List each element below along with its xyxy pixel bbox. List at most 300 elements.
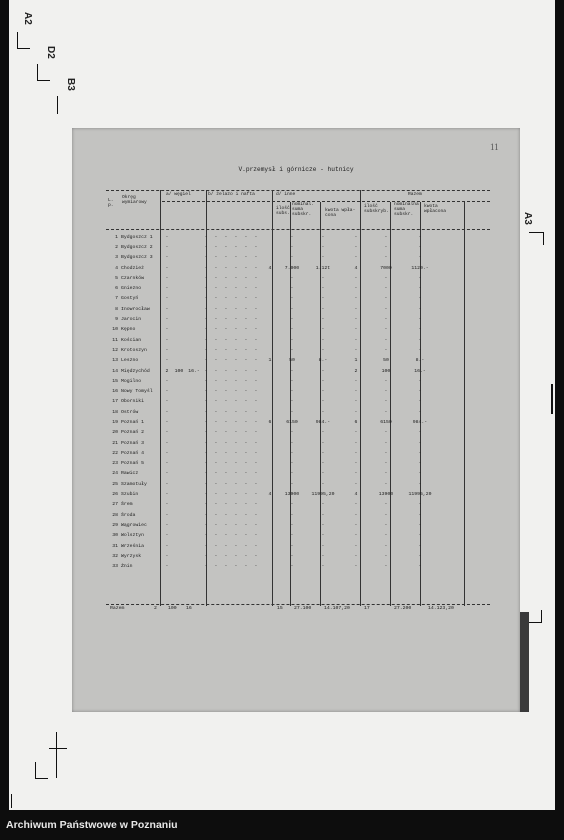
cell-b: - (244, 389, 248, 395)
cell-b: - (244, 419, 248, 425)
cell-a3 (187, 345, 201, 355)
cell-a2 (171, 273, 187, 283)
cell-a2 (171, 242, 187, 252)
cell-no: 11 (112, 337, 118, 343)
cell-a1: - (165, 419, 169, 425)
cell-b: - (214, 481, 218, 487)
cell-a1: 2 (165, 368, 169, 374)
table-row (106, 366, 439, 376)
cell-a3 (187, 520, 201, 530)
cell-r3: - (418, 553, 422, 559)
crop-tick (49, 748, 67, 749)
header-d-nominalna: nominal. suma subskr. (292, 202, 315, 217)
cell-b: - (254, 512, 258, 518)
cell-r3: - (418, 389, 422, 395)
cell-b: - (244, 286, 248, 292)
cell-r2: 100 (381, 368, 391, 374)
cell-d3: - (321, 502, 325, 508)
cell-b: - (254, 461, 258, 467)
cell-b: - (204, 419, 208, 425)
cell-a1: - (165, 461, 169, 467)
cell-d2: - (290, 389, 294, 395)
cell-r3: - (418, 399, 422, 405)
table-row (106, 448, 439, 458)
cell-r2: 7000 (380, 265, 392, 271)
header-rule-top (106, 190, 490, 191)
cell-d3: - (321, 317, 325, 323)
cell-d2: - (290, 440, 294, 446)
cell-name: Wolsztyn (121, 533, 145, 539)
cell-no: 8 (115, 306, 118, 312)
cell-a3 (187, 335, 201, 345)
cell-name: Bydgoszcz 2 (121, 244, 153, 250)
cell-r1: - (354, 502, 358, 508)
cell-a2 (171, 531, 187, 541)
cell-b: - (244, 461, 248, 467)
cell-d1 (261, 232, 279, 242)
crop-bracket-a3 (529, 232, 544, 245)
cell-b: - (214, 419, 218, 425)
cell-d2: - (290, 347, 294, 353)
cell-a2 (171, 356, 187, 366)
cell-b: - (254, 430, 258, 436)
cell-b: - (234, 265, 238, 271)
page-number: 11 (490, 142, 499, 152)
cell-d3: - (321, 409, 325, 415)
cell-b: - (234, 286, 238, 292)
cell-d3: 984.- (315, 419, 331, 425)
cell-a2 (171, 428, 187, 438)
cell-b: - (254, 543, 258, 549)
archive-footer (0, 810, 564, 840)
cell-b: - (254, 502, 258, 508)
cell-r1: - (354, 296, 358, 302)
cell-b: - (244, 481, 248, 487)
cell-d3: 1.12t (315, 265, 331, 271)
cell-name: Poznań 1 (121, 419, 145, 425)
total-a2: 100 (168, 606, 177, 611)
cell-b: - (214, 337, 218, 343)
cell-r2: - (384, 234, 388, 240)
cell-r2: - (384, 337, 388, 343)
cell-b: - (214, 327, 218, 333)
cell-b: - (234, 317, 238, 323)
cell-b: - (214, 409, 218, 415)
cell-d3: - (321, 522, 325, 528)
cell-no: 31 (112, 543, 118, 549)
cell-r1: - (354, 286, 358, 292)
cell-r2: - (384, 399, 388, 405)
cell-b: - (214, 399, 218, 405)
table-row (106, 386, 439, 396)
cell-a3 (187, 253, 201, 263)
cell-d3: - (321, 564, 325, 570)
cell-b: - (224, 512, 228, 518)
table-row (106, 335, 439, 345)
cell-r2: - (384, 564, 388, 570)
cell-no: 14 (112, 368, 118, 374)
cell-a2 (171, 376, 187, 386)
cell-name: Gniezno (121, 286, 142, 292)
cell-name: Mogilno (121, 378, 142, 384)
cell-b: - (234, 244, 238, 250)
cell-d3: - (321, 306, 325, 312)
cell-no: 3 (115, 255, 118, 261)
cell-name: Poznań 3 (121, 440, 145, 446)
cell-b: - (214, 492, 218, 498)
cell-r1: - (354, 430, 358, 436)
cell-no: 6 (115, 286, 118, 292)
cell-d3: - (321, 368, 325, 374)
cell-name: Śrem (121, 502, 133, 508)
cell-b: - (214, 512, 218, 518)
cell-r3: - (418, 337, 422, 343)
cell-d1: 4 (268, 492, 272, 498)
table-row (106, 345, 439, 355)
cell-b: - (214, 317, 218, 323)
cell-a1: - (165, 317, 169, 323)
cell-r3: - (418, 409, 422, 415)
cell-name: Oborniki (121, 399, 145, 405)
cell-r1: - (354, 275, 358, 281)
cell-b: - (214, 286, 218, 292)
cell-b: - (244, 409, 248, 415)
cell-b: - (254, 265, 258, 271)
cell-a2 (171, 263, 187, 273)
cell-d2: - (290, 327, 294, 333)
cell-b: - (244, 533, 248, 539)
cell-no: 18 (112, 409, 118, 415)
cell-name: Wągrowiec (121, 522, 147, 528)
cell-r1: 2 (354, 368, 358, 374)
cell-a3 (187, 459, 201, 469)
cell-d3: - (321, 286, 325, 292)
total-r2: 27.200 (394, 606, 412, 611)
cell-b: - (254, 409, 258, 415)
cell-b: - (234, 492, 238, 498)
cell-a3 (187, 325, 201, 335)
cell-b: - (244, 378, 248, 384)
cell-d1 (261, 242, 279, 252)
cell-d1 (261, 520, 279, 530)
cell-b: - (244, 255, 248, 261)
cell-b: - (204, 502, 208, 508)
cell-d3: 8.- (318, 358, 328, 364)
cell-a3 (187, 551, 201, 561)
cell-name: Krotoszyn (121, 347, 147, 353)
cell-b: - (214, 234, 218, 240)
cell-a2 (171, 283, 187, 293)
cell-no: 4 (115, 265, 118, 271)
cell-b: - (254, 481, 258, 487)
cell-no: 24 (112, 471, 118, 477)
total-r3: 14.123,20 (428, 606, 454, 611)
cell-b: - (244, 265, 248, 271)
cell-a2 (171, 294, 187, 304)
margin-mark-a3: A3 (522, 212, 533, 225)
cell-r2: - (384, 481, 388, 487)
cell-a1: - (165, 409, 169, 415)
cell-b: - (214, 543, 218, 549)
cell-b: - (204, 368, 208, 374)
cell-d2: - (290, 553, 294, 559)
cell-r2: - (384, 430, 388, 436)
cell-a3 (187, 242, 201, 252)
cell-b: - (204, 347, 208, 353)
table-row (106, 407, 439, 417)
cell-a1: - (165, 286, 169, 292)
header-a: a/ węgiel (166, 192, 191, 197)
cell-b: - (224, 543, 228, 549)
cell-r3: 16.- (414, 368, 426, 374)
cell-b: - (234, 533, 238, 539)
cell-d2: - (290, 450, 294, 456)
cell-b: - (254, 255, 258, 261)
cell-b: - (244, 317, 248, 323)
cell-b: - (214, 296, 218, 302)
total-d3: 14.107,20 (324, 606, 350, 611)
cell-a3 (187, 397, 201, 407)
cell-b: - (244, 543, 248, 549)
cell-b: - (234, 234, 238, 240)
cell-r3: - (418, 296, 422, 302)
cell-no: 1 (115, 234, 118, 240)
cell-b: - (224, 358, 228, 364)
cell-b: - (234, 327, 238, 333)
cell-a1: - (165, 296, 169, 302)
cell-b: - (214, 440, 218, 446)
cell-b: - (254, 368, 258, 374)
cell-name: Jarocin (121, 317, 142, 323)
cell-a3 (187, 500, 201, 510)
cell-d2: - (290, 471, 294, 477)
cell-b: - (244, 234, 248, 240)
cell-d1 (261, 551, 279, 561)
scanned-sheet (9, 0, 555, 810)
cell-a2 (171, 304, 187, 314)
cell-a3 (187, 386, 201, 396)
margin-mark-d2: D2 (45, 46, 56, 59)
cell-d1 (261, 428, 279, 438)
cell-r3: - (418, 244, 422, 250)
cell-r2: - (384, 461, 388, 467)
cell-b: - (204, 389, 208, 395)
cell-no: 2 (115, 244, 118, 250)
cell-b: - (234, 255, 238, 261)
cell-r3: - (418, 481, 422, 487)
cell-r1: - (354, 512, 358, 518)
cell-a1: - (165, 553, 169, 559)
cell-r2: - (384, 296, 388, 302)
cell-r2: - (384, 522, 388, 528)
margin-mark-b3: B3 (65, 78, 76, 91)
table-row (106, 263, 439, 273)
cell-b: - (224, 492, 228, 498)
cell-d2: - (290, 317, 294, 323)
cell-r2: - (384, 502, 388, 508)
cell-a2 (171, 417, 187, 427)
cell-d3: - (321, 389, 325, 395)
cell-b: - (254, 296, 258, 302)
cell-b: - (214, 471, 218, 477)
cell-no: 22 (112, 450, 118, 456)
cell-b: - (234, 440, 238, 446)
cell-a2 (171, 562, 187, 572)
cell-r3: - (418, 327, 422, 333)
cell-d3: - (321, 399, 325, 405)
cell-d3: 11995,20 (311, 492, 335, 498)
cell-d2: 7.000 (284, 265, 300, 271)
cell-r3: - (418, 522, 422, 528)
cell-b: - (214, 533, 218, 539)
cell-r1: - (354, 389, 358, 395)
cell-r1: - (354, 317, 358, 323)
cell-a3 (187, 232, 201, 242)
table-row (106, 253, 439, 263)
cell-a2 (171, 448, 187, 458)
cell-b: - (224, 430, 228, 436)
cell-b: - (224, 389, 228, 395)
total-a3: 16 (186, 606, 192, 611)
cell-b: - (204, 440, 208, 446)
table-row (106, 325, 439, 335)
cell-r3: - (418, 471, 422, 477)
cell-a1: - (165, 255, 169, 261)
cell-r2: - (384, 244, 388, 250)
cell-r2: 50 (383, 358, 389, 364)
cell-b: - (254, 317, 258, 323)
cell-d3: - (321, 275, 325, 281)
cell-r1: - (354, 337, 358, 343)
cell-b: - (224, 347, 228, 353)
cell-d1 (261, 294, 279, 304)
cell-d2: - (290, 533, 294, 539)
cell-b: - (214, 461, 218, 467)
cell-b: - (224, 378, 228, 384)
cell-a1: - (165, 347, 169, 353)
cell-r2: 6150 (380, 419, 392, 425)
cell-b: - (244, 440, 248, 446)
cell-a2 (171, 520, 187, 530)
cell-b: - (254, 533, 258, 539)
table-row (106, 489, 439, 499)
table-row (106, 438, 439, 448)
cell-b: - (244, 553, 248, 559)
cell-d2: - (290, 481, 294, 487)
cell-d2: 13900 (284, 492, 300, 498)
cell-b: - (204, 522, 208, 528)
cell-b: - (244, 450, 248, 456)
table-row (106, 520, 439, 530)
cell-d1 (261, 376, 279, 386)
header-okreg: Okręg wymiarowy (122, 195, 147, 205)
cell-b: - (234, 481, 238, 487)
table-row (106, 551, 439, 561)
cell-b: - (224, 409, 228, 415)
cell-b: - (254, 358, 258, 364)
cell-r2: - (384, 389, 388, 395)
cell-a1: - (165, 512, 169, 518)
cell-d3: - (321, 337, 325, 343)
cell-a1: - (165, 564, 169, 570)
header-rule-mid (162, 201, 490, 202)
cell-d3: - (321, 327, 325, 333)
cell-b: - (214, 502, 218, 508)
cell-d3: - (321, 543, 325, 549)
cell-a1: - (165, 492, 169, 498)
cell-name: Poznań 4 (121, 450, 145, 456)
cell-a3 (187, 376, 201, 386)
cell-a3 (187, 294, 201, 304)
cell-b: - (234, 419, 238, 425)
cell-r3: - (418, 533, 422, 539)
cell-b: - (224, 419, 228, 425)
cell-no: 17 (112, 399, 118, 405)
cell-no: 25 (112, 481, 118, 487)
table-row (106, 356, 439, 366)
cell-b: - (214, 368, 218, 374)
cell-b: - (204, 553, 208, 559)
cell-a2 (171, 541, 187, 551)
cell-d3: - (321, 378, 325, 384)
cell-b: - (204, 399, 208, 405)
cell-no: 7 (115, 296, 118, 302)
cell-d1 (261, 273, 279, 283)
cell-name: Czarnków (121, 275, 145, 281)
table-row (106, 531, 439, 541)
crop-bracket-d2 (37, 64, 50, 81)
cell-a1: - (165, 399, 169, 405)
cell-b: - (224, 440, 228, 446)
cell-r3: 984.- (412, 419, 428, 425)
cell-no: 16 (112, 389, 118, 395)
cell-r3: - (418, 440, 422, 446)
cell-a3 (187, 489, 201, 499)
cell-a1: - (165, 244, 169, 250)
cell-b: - (214, 358, 218, 364)
header-lp: L. p. (108, 198, 114, 208)
cell-d3: - (321, 450, 325, 456)
cell-r1: - (354, 543, 358, 549)
cell-b: - (254, 419, 258, 425)
cell-no: 10 (112, 327, 118, 333)
table-row (106, 459, 439, 469)
cell-b: - (204, 461, 208, 467)
table-row (106, 428, 439, 438)
cell-d3: - (321, 234, 325, 240)
cell-b: - (204, 471, 208, 477)
cell-no: 20 (112, 430, 118, 436)
cell-b: - (254, 347, 258, 353)
header-r-nominalna: nominalna suma subskr. (394, 202, 419, 217)
cell-r1: - (354, 440, 358, 446)
cell-r1: - (354, 306, 358, 312)
cell-b: - (244, 512, 248, 518)
cell-a3 (187, 541, 201, 551)
cell-b: - (244, 327, 248, 333)
cell-b: - (244, 564, 248, 570)
table-row (106, 304, 439, 314)
cell-b: - (234, 502, 238, 508)
cell-r1: - (354, 481, 358, 487)
cell-name: Żnin (121, 564, 133, 570)
cell-b: - (224, 234, 228, 240)
cell-a3 (187, 562, 201, 572)
cell-b: - (204, 512, 208, 518)
cell-d3: - (321, 440, 325, 446)
cell-b: - (224, 481, 228, 487)
cell-b: - (204, 481, 208, 487)
